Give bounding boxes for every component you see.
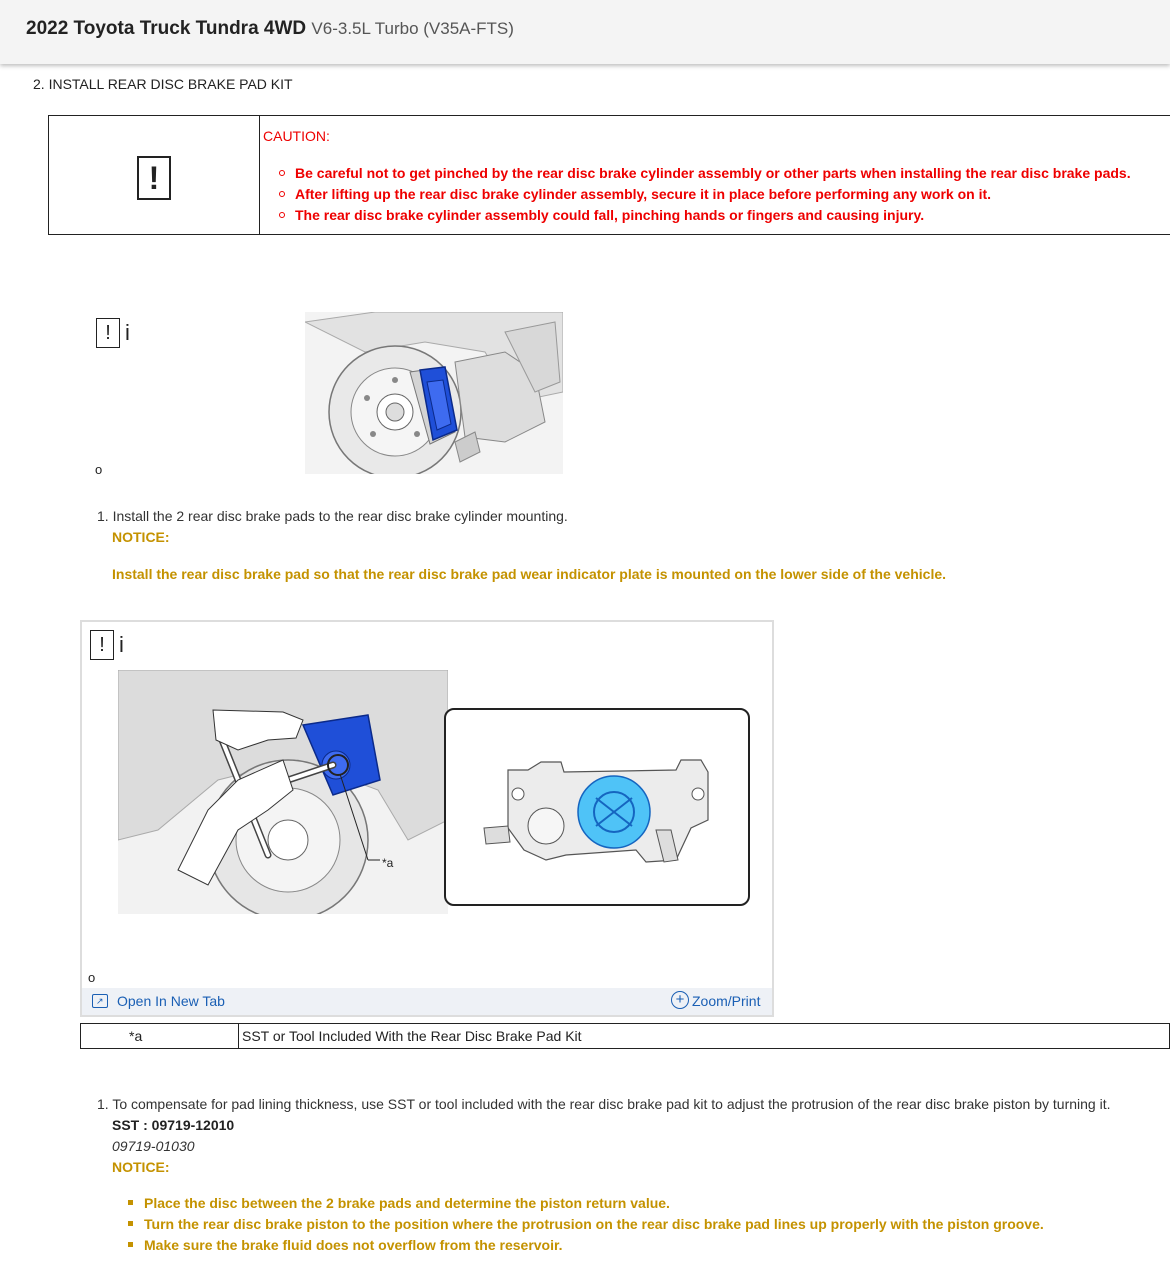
caution-label: CAUTION: bbox=[263, 128, 330, 144]
caution-icon-cell bbox=[49, 116, 260, 234]
legend-table bbox=[80, 1023, 1170, 1049]
vehicle-title bbox=[26, 18, 514, 40]
piston-detail-drawing bbox=[446, 710, 748, 904]
notice-text: Install the rear disc brake pad so that the rear disc brake pad wear indicator plate is mounted on the lower side of the vehicle. bbox=[112, 566, 947, 582]
brake-pad-drawing bbox=[305, 312, 563, 474]
engine-name: V6-3.5L Turbo (V35A-FTS) bbox=[311, 19, 514, 38]
notice-label: NOTICE: bbox=[112, 1159, 170, 1175]
piston-detail-inset bbox=[444, 708, 750, 906]
section2-icons bbox=[90, 630, 124, 660]
warning-icon: ! bbox=[137, 156, 171, 200]
table-row bbox=[81, 1024, 1170, 1049]
notice-label: NOTICE: bbox=[112, 529, 170, 545]
caution-box bbox=[48, 115, 1170, 235]
caution-list bbox=[263, 163, 1131, 226]
callout-label: *a bbox=[382, 856, 394, 870]
info-icon[interactable]: i bbox=[125, 320, 130, 345]
notice-item: Turn the rear disc brake piston to the position where the protrusion on the rear disc brake pad lines up properly with the piston groove. bbox=[112, 1214, 1044, 1235]
section1-icons bbox=[96, 318, 130, 348]
notice-item: Make sure the brake fluid does not overflow from the reservoir. bbox=[112, 1235, 1044, 1256]
caution-item: Be careful not to get pinched by the rear disc brake cylinder assembly or other parts when installing the rear disc brake pads. bbox=[263, 163, 1131, 184]
info-icon[interactable]: i bbox=[119, 632, 124, 657]
vehicle-name: 2022 Toyota Truck Tundra 4WD bbox=[26, 18, 307, 39]
step-title: 2. INSTALL REAR DISC BRAKE PAD KIT bbox=[33, 76, 293, 92]
legend-key: *a bbox=[81, 1024, 239, 1049]
warning-icon[interactable]: ! bbox=[96, 318, 120, 348]
brake-pad-illustration bbox=[305, 312, 563, 474]
caution-item: The rear disc brake cylinder assembly could fall, pinching hands or fingers and causing injury. bbox=[263, 205, 1131, 226]
warning-icon[interactable]: ! bbox=[90, 630, 114, 660]
sst-label: SST : 09719-12010 bbox=[112, 1117, 235, 1133]
legend-value: SST or Tool Included With the Rear Disc Brake Pad Kit bbox=[239, 1024, 1170, 1049]
notice-item: Place the disc between the 2 brake pads and determine the piston return value. bbox=[112, 1193, 1044, 1214]
figure-box bbox=[80, 620, 774, 1017]
piston-tool-drawing bbox=[118, 670, 448, 914]
page-header bbox=[0, 0, 1170, 64]
figure-footer bbox=[82, 988, 772, 1015]
bullet-marker: o bbox=[95, 462, 103, 477]
caution-item: After lifting up the rear disc brake cylinder assembly, secure it in place before performing any work on it. bbox=[263, 184, 1131, 205]
instruction-text: 1. To compensate for pad lining thickness, use SST or tool included with the rear disc brake pad kit to adjust the protrusion of the rear disc brake piston by turning it. bbox=[97, 1096, 1111, 1112]
zoom-icon[interactable]: + bbox=[671, 991, 689, 1009]
instruction-text: 1. Install the 2 rear disc brake pads to the rear disc brake cylinder mounting. bbox=[97, 508, 568, 524]
notice-list bbox=[112, 1193, 1044, 1256]
open-new-tab-icon[interactable]: ↗ bbox=[92, 994, 108, 1008]
bullet-marker: o bbox=[88, 970, 96, 985]
piston-tool-illustration bbox=[118, 670, 448, 914]
sst-alt-number: 09719-01030 bbox=[112, 1138, 195, 1154]
open-in-new-tab-link[interactable]: Open In New Tab bbox=[117, 993, 225, 1009]
zoom-print-link[interactable]: Zoom/Print bbox=[692, 993, 761, 1009]
